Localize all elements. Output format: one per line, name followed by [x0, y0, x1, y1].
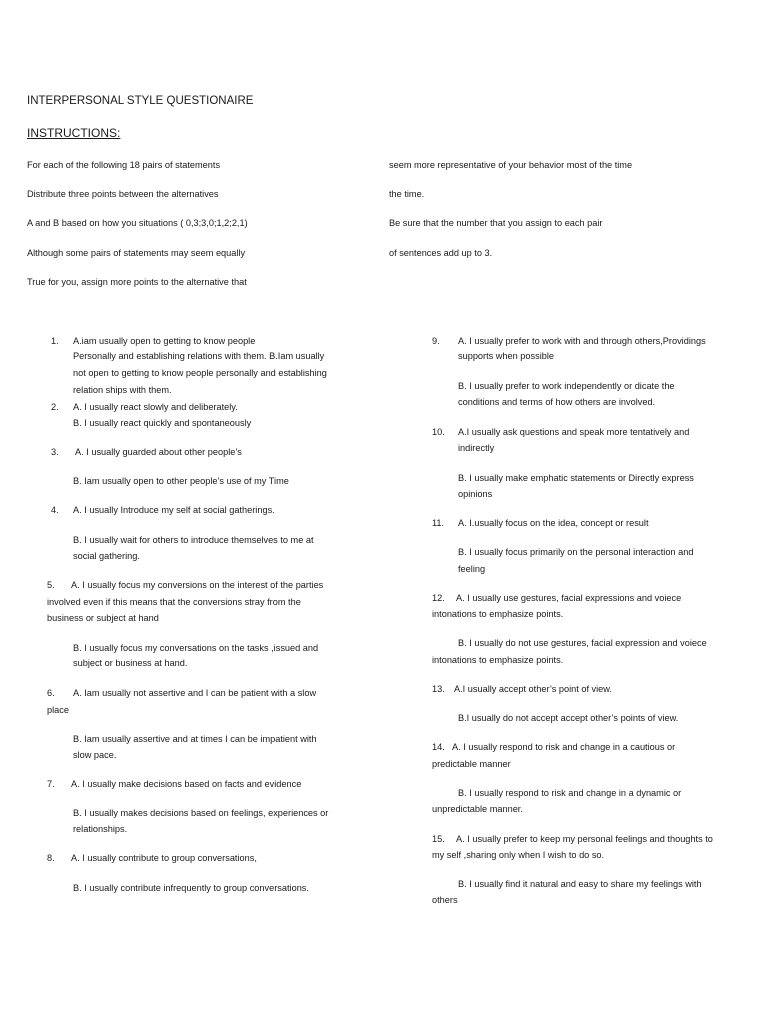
statement-line: social gathering. [73, 551, 140, 561]
item-number: 2. [51, 402, 59, 412]
instructions-right-line: Be sure that the number that you assign to each pair [389, 218, 603, 228]
statement-line: indirectly [458, 443, 495, 453]
statement-line: intonations to emphasize points. [432, 609, 564, 619]
item-number: 12. [432, 593, 445, 603]
statement-line: B. Iam usually assertive and at times I can be impatient with [73, 734, 317, 744]
statement-line: A. I usually prefer to keep my personal feelings and thoughts to [456, 834, 713, 844]
statement-line: B. I usually wait for others to introduce themselves to me at [73, 535, 314, 545]
statement-line: subject or business at hand. [73, 658, 188, 668]
item-number: 3. [51, 447, 59, 457]
statement-line: intonations to emphasize points. [432, 655, 564, 665]
statement-line: place [47, 705, 69, 715]
instructions-left-line: Although some pairs of statements may seem equally [27, 248, 246, 258]
instructions-right-line: the time. [389, 189, 425, 199]
statement-line: A. I usually contribute to group conversations, [71, 853, 257, 863]
statement-line: B. I usually respond to risk and change in a dynamic or [458, 788, 682, 798]
statement-line: Personally and establishing relations with them. B.Iam usually [73, 351, 325, 361]
item-number: 9. [432, 336, 440, 346]
statement-line: A. Iam usually not assertive and I can be patient with a slow [73, 688, 317, 698]
statement-line: A. I usually Introduce my self at social gatherings. [73, 505, 275, 515]
statement-line: B. I usually do not use gestures, facial expression and voiece [458, 638, 707, 648]
item-number: 11. [432, 518, 445, 528]
statement-line: opinions [458, 489, 493, 499]
statement-line: A.I usually ask questions and speak more tentatively and [458, 427, 690, 437]
statement-line: B.I usually do not accept accept other’s points of view. [458, 713, 679, 723]
instructions-right-line: of sentences add up to 3. [389, 248, 493, 258]
statement-line: A. I usually use gestures, facial expressions and voiece [456, 593, 682, 603]
instructions-right-line: seem more representative of your behavior most of the time [389, 160, 633, 170]
statement-line: not open to getting to know people personally and establishing [73, 368, 327, 378]
instructions-left-line: For each of the following 18 pairs of statements [27, 160, 221, 170]
statement-line: slow pace. [73, 750, 117, 760]
item-number: 7. [47, 779, 55, 789]
statement-line: A. I usually respond to risk and change in a cautious or [452, 742, 676, 752]
statement-line: B. I usually focus my conversations on the tasks ,issued and [73, 643, 319, 653]
item-number: 5. [47, 580, 55, 590]
statement-line: involved even if this means that the conversions stray from the [47, 597, 301, 607]
statement-line: relation ships with them. [73, 385, 172, 395]
statement-line: B. I usually find it natural and easy to share my feelings with [458, 879, 702, 889]
statement-line: others [432, 895, 458, 905]
item-number: 14. [432, 742, 445, 752]
item-number: 15. [432, 834, 445, 844]
item-number: 10. [432, 427, 445, 437]
instructions-left-line: Distribute three points between the alternatives [27, 189, 219, 199]
statement-line: feeling [458, 564, 486, 574]
statement-line: supports when possible [458, 351, 555, 361]
statement-line: A. I usually guarded about other people’s [75, 447, 242, 457]
item-number: 8. [47, 853, 55, 863]
statement-line: B. I usually makes decisions based on feelings, experiences or [73, 808, 329, 818]
document-title: INTERPERSONAL STYLE QUESTIONAIRE [27, 95, 254, 107]
statement-line: A. I usually focus my conversions on the interest of the parties [71, 580, 324, 590]
item-number: 4. [51, 505, 59, 515]
statement-line: unpredictable manner. [432, 804, 523, 814]
item-number: 13. [432, 684, 445, 694]
statement-line: conditions and terms of how others are involved. [458, 397, 656, 407]
item-number: 1. [51, 336, 59, 346]
statement-line: relationships. [73, 824, 128, 834]
statement-line: A.I usually accept other’s point of view. [454, 684, 612, 694]
statement-line: predictable manner [432, 759, 511, 769]
statement-line: my self ,sharing only when I wish to do so. [432, 850, 605, 860]
statement-line: A. I usually react slowly and deliberately. [73, 402, 238, 412]
statement-line: B. Iam usually open to other people’s use of my Time [73, 476, 289, 486]
statement-line: B. I usually make emphatic statements or Directly express [458, 473, 694, 483]
item-number: 6. [47, 688, 55, 698]
statement-line: B. I usually contribute infrequently to group conversations. [73, 883, 309, 893]
instructions-heading: INSTRUCTIONS: [27, 126, 121, 140]
statement-line: B. I usually react quickly and spontaneously [73, 418, 252, 428]
statement-line: B. I usually prefer to work independently or dicate the [458, 381, 675, 391]
statement-line: business or subject at hand [47, 613, 159, 623]
statement-line: A. I usually make decisions based on facts and evidence [71, 779, 302, 789]
statement-line: A. I.usually focus on the idea, concept or result [458, 518, 649, 528]
statement-line: B. I usually focus primarily on the personal interaction and [458, 547, 694, 557]
statement-line: A.iam usually open to getting to know people [73, 336, 256, 346]
instructions-left-line: True for you, assign more points to the alternative that [27, 277, 247, 287]
instructions-left-line: A and B based on how you situations ( 0,3;3,0;1,2;2,1) [27, 218, 248, 228]
statement-line: A. I usually prefer to work with and through others,Providings [458, 336, 706, 346]
